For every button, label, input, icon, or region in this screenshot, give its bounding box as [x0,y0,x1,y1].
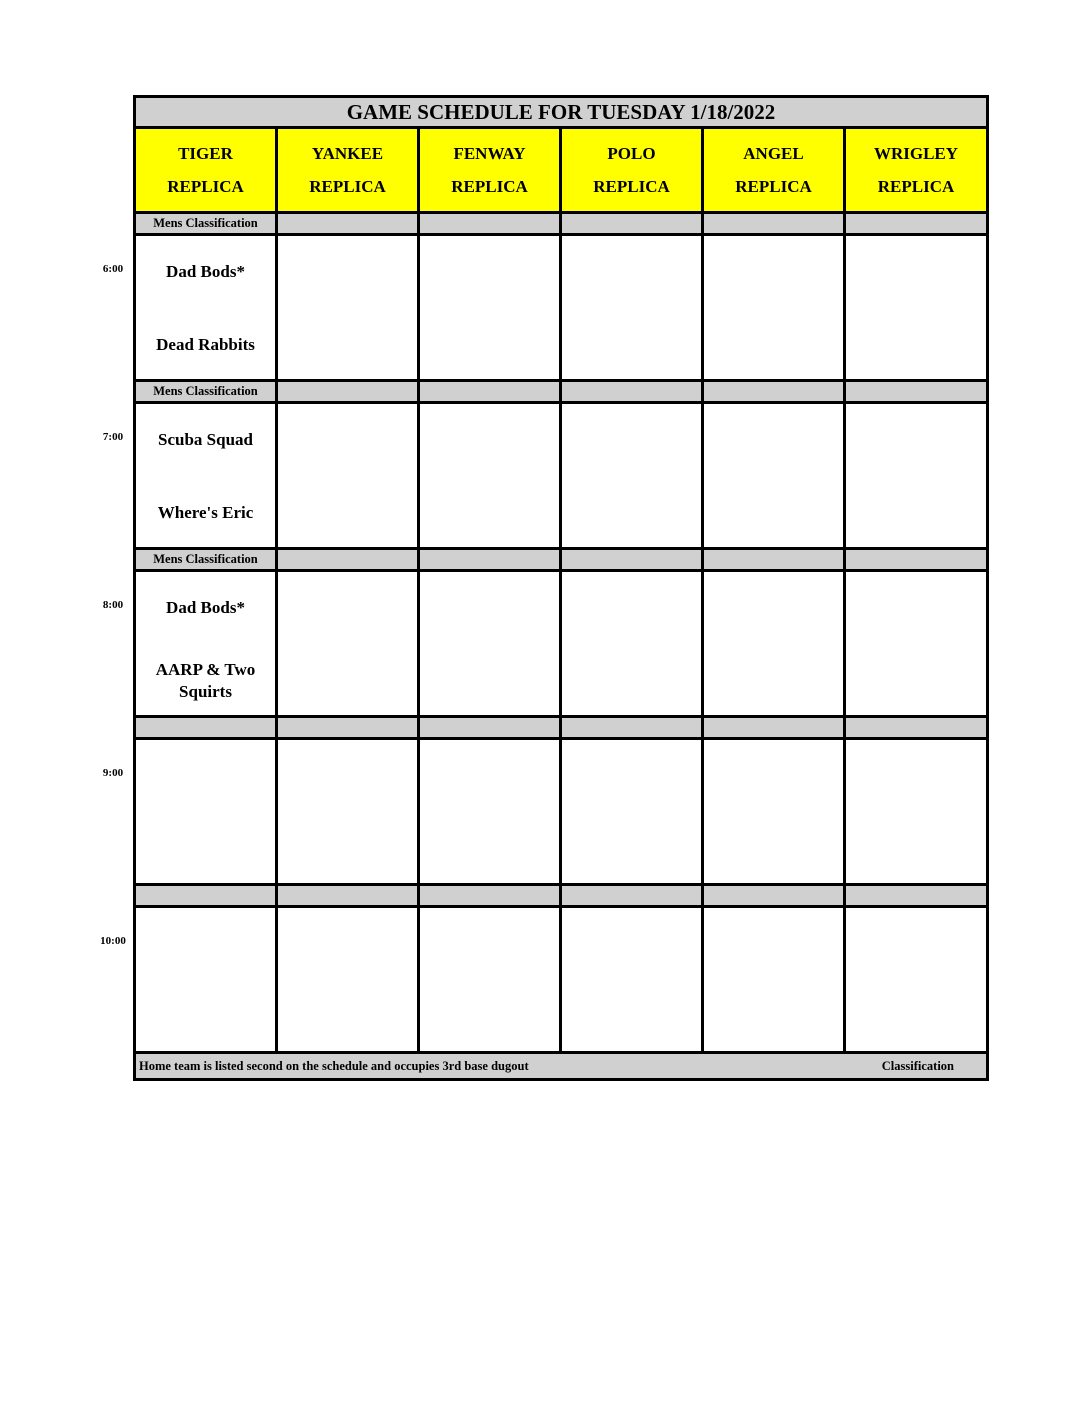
field-subtitle: REPLICA [451,177,528,196]
classification-bar [278,550,417,569]
game-slot [846,236,986,379]
field-subtitle: REPLICA [735,177,812,196]
classification-bar [278,718,417,737]
game-slot [704,572,843,715]
game-slot [278,404,417,547]
field-subtitle: REPLICA [167,177,244,196]
classification-bar [278,886,417,905]
footer-bar [136,1054,986,1078]
home-team: AARP & Two Squirts [155,660,256,701]
classification-bar [704,886,843,905]
game-slot [136,908,275,1051]
game-slot [420,740,559,883]
classification-bar [846,718,986,737]
classification-bar [846,382,986,401]
field-name: TIGER [178,144,233,163]
footer-note: Home team is listed second on the schedule and occupies 3rd base dugout [139,1058,529,1073]
classification-bar [704,214,843,233]
home-team: Dead Rabbits [156,335,255,354]
game-slot [704,740,843,883]
classification-bar [420,550,559,569]
classification-bar [420,718,559,737]
game-slot [278,908,417,1051]
game-slot [846,908,986,1051]
field-header-fenway [420,129,559,211]
game-slot [420,572,559,715]
field-subtitle: REPLICA [593,177,670,196]
away-team: Dad Bods* [166,598,245,617]
away-team: Dad Bods* [166,262,245,281]
game-slot [562,404,701,547]
game-slot [846,740,986,883]
classification-bar: Mens Classification [136,214,275,233]
classification-bar [704,550,843,569]
game-slot [136,572,275,715]
game-slot [846,572,986,715]
game-slot [278,236,417,379]
field-name: ANGEL [743,144,804,163]
classification-bar [420,886,559,905]
game-slot [704,236,843,379]
game-slot [136,740,275,883]
game-slot [562,908,701,1051]
away-team: Scuba Squad [158,430,253,449]
field-name: YANKEE [311,144,384,163]
classification-bar: Mens Classification [136,382,275,401]
game-slot [562,740,701,883]
field-header-yankee [278,129,417,211]
classification-bar [846,214,986,233]
home-team: Where's Eric [157,503,254,522]
schedule-table [133,95,989,1081]
field-name: WRIGLEY [873,144,959,163]
game-slot [136,236,275,379]
classification-bar [136,718,275,737]
game-slot [704,908,843,1051]
time-label: 7:00 [102,431,124,443]
classification-bar [704,382,843,401]
game-slot [136,404,275,547]
game-slot [278,740,417,883]
game-slot [278,572,417,715]
classification-bar [562,214,701,233]
time-label: 10:00 [100,935,126,947]
game-slot [420,404,559,547]
classification-bar [562,382,701,401]
field-subtitle: REPLICA [309,177,386,196]
classification-bar [136,886,275,905]
field-header-angel [704,129,843,211]
field-header-polo [562,129,701,211]
field-name: POLO [607,144,656,163]
classification-bar [562,718,701,737]
game-slot [846,404,986,547]
game-slot [562,236,701,379]
game-slot [704,404,843,547]
field-header-wrigley [846,129,986,211]
classification-bar [420,214,559,233]
game-slot [562,572,701,715]
field-header-tiger [136,129,275,211]
classification-bar [562,886,701,905]
classification-bar [278,214,417,233]
classification-bar [562,550,701,569]
time-label: 6:00 [102,263,124,275]
field-name: FENWAY [453,144,526,163]
time-label: 8:00 [102,599,124,611]
schedule-title: GAME SCHEDULE FOR TUESDAY 1/18/2022 [136,98,986,126]
classification-bar [704,718,843,737]
game-slot [420,908,559,1051]
time-label: 9:00 [102,767,124,779]
classification-bar [846,550,986,569]
footer-legend: Classification [881,1058,954,1073]
classification-bar [278,382,417,401]
classification-bar: Mens Classification [136,550,275,569]
classification-bar [846,886,986,905]
classification-bar [420,382,559,401]
game-slot [420,236,559,379]
field-subtitle: REPLICA [877,177,955,196]
